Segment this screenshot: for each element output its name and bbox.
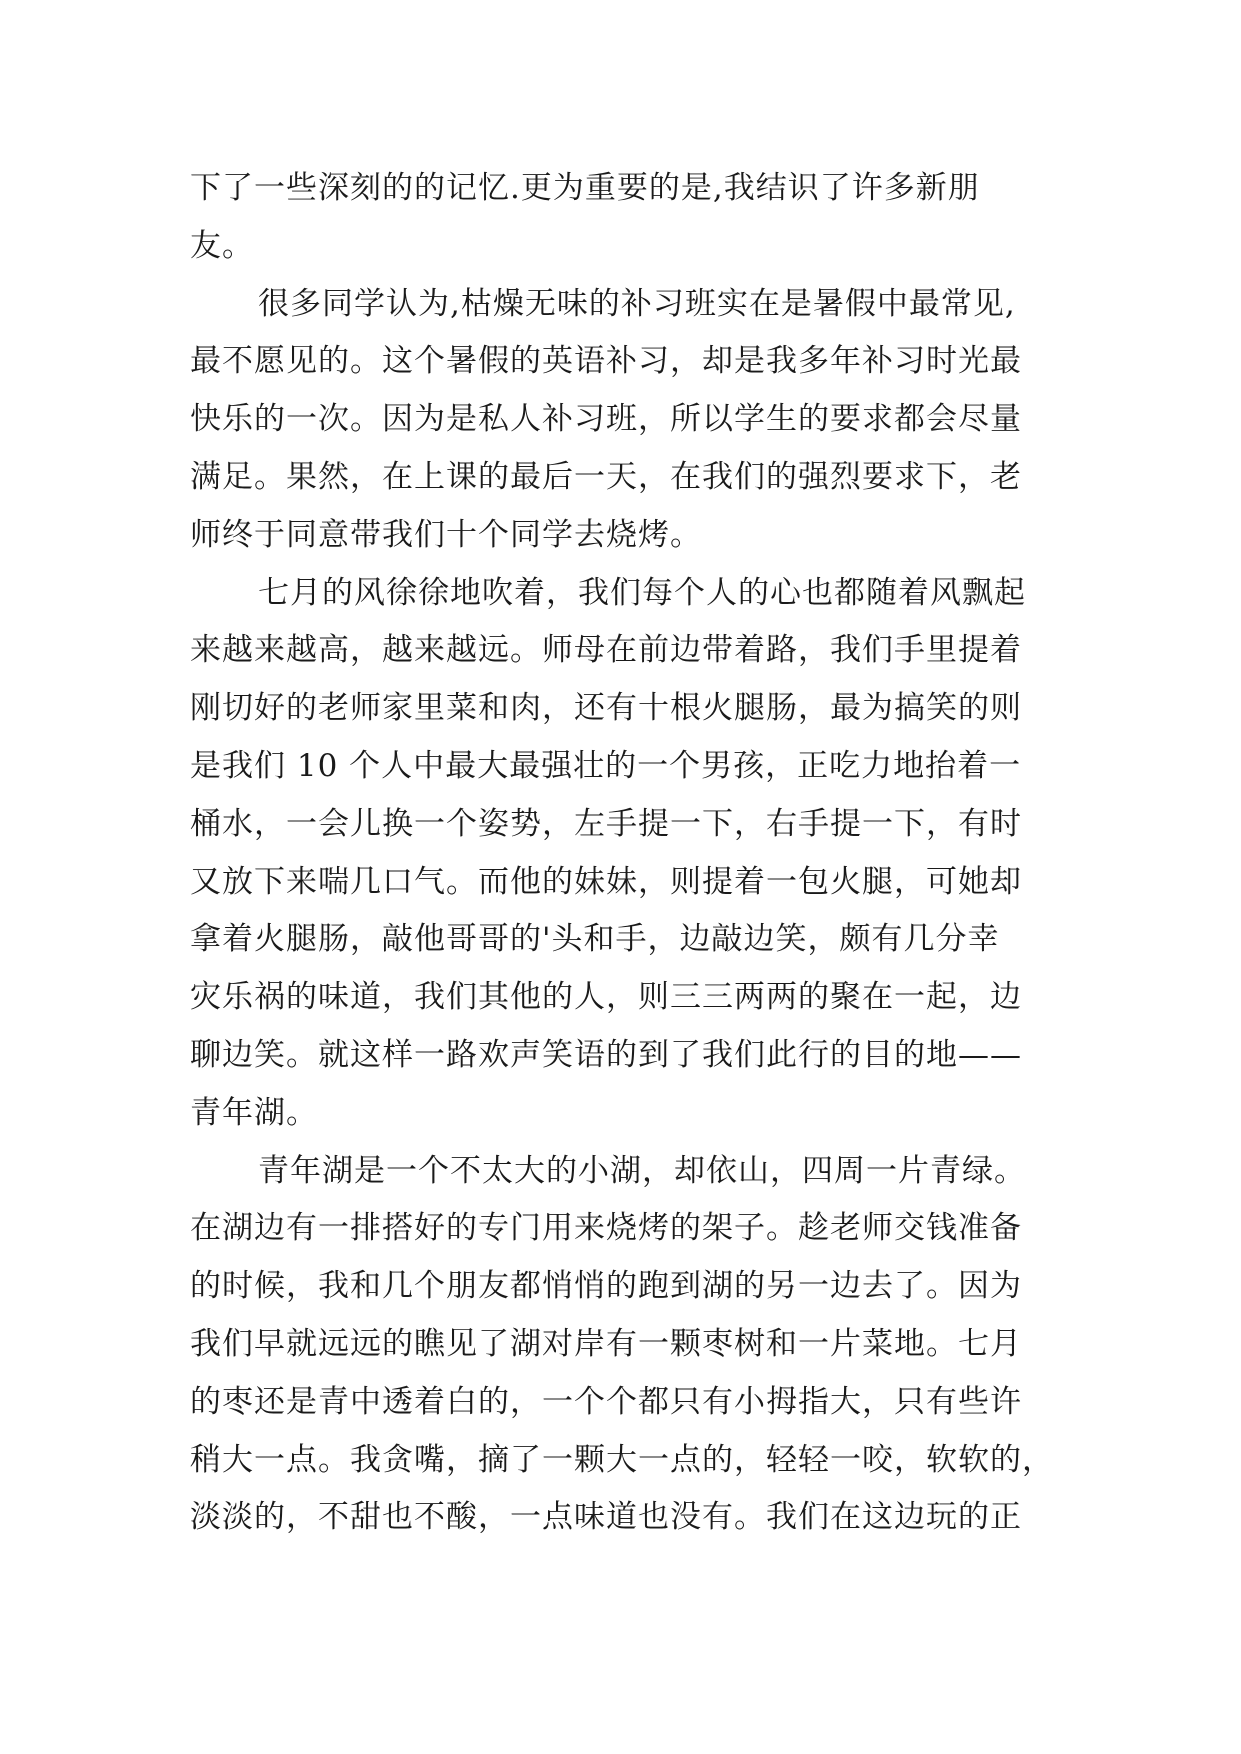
text-line: 淡淡的，不甜也不酸，一点味道也没有。我们在这边玩的正 — [190, 1499, 1022, 1536]
text-line: 桶水，一会儿换一个姿势，左手提一下，右手提一下，有时 — [190, 805, 1022, 842]
text-line: 聊边笑。就这样一路欢声笑语的到了我们此行的目的地—— — [190, 1036, 1022, 1073]
text-line: 青年湖是一个不太大的小湖，却依山，四周一片青绿。 — [258, 1152, 1026, 1189]
text-line: 满足。果然，在上课的最后一天，在我们的强烈要求下，老 — [190, 458, 1022, 495]
text-line: 的时候，我和几个朋友都悄悄的跑到湖的另一边去了。因为 — [190, 1268, 1022, 1305]
text-line: 在湖边有一排搭好的专门用来烧烤的架子。趁老师交钱准备 — [190, 1210, 1022, 1247]
text-line: 友。 — [190, 227, 254, 264]
paragraph — [190, 565, 1070, 1143]
text-line: 来越来越高，越来越远。师母在前边带着路，我们手里提着 — [190, 632, 1022, 669]
text-line: 刚切好的老师家里菜和肉，还有十根火腿肠，最为搞笑的则 — [190, 690, 1022, 727]
text-line: 稍大一点。我贪嘴，摘了一颗大一点的，轻轻一咬，软软的， — [190, 1441, 1054, 1478]
text-line: 下了一些深刻的的记忆.更为重要的是,我结识了许多新朋 — [190, 170, 980, 206]
text-line: 很多同学认为,枯燥无味的补习班实在是暑假中最常见, — [258, 285, 1016, 322]
paragraph — [190, 160, 1070, 276]
text-line: 拿着火腿肠，敲他哥哥的'头和手，边敲边笑，颇有几分幸 — [190, 921, 1000, 958]
paragraph — [190, 276, 1070, 565]
paragraph — [190, 1143, 1070, 1548]
text-line: 我们早就远远的瞧见了湖对岸有一颗枣树和一片菜地。七月 — [190, 1325, 1022, 1362]
text-line: 七月的风徐徐地吹着，我们每个人的心也都随着风飘起 — [258, 574, 1026, 611]
text-line: 最不愿见的。这个暑假的英语补习，却是我多年补习时光最 — [190, 343, 1022, 380]
text-line: 又放下来喘几口气。而他的妹妹，则提着一包火腿，可她却 — [190, 863, 1022, 900]
body-text — [190, 160, 1070, 1547]
text-line: 的枣还是青中透着白的，一个个都只有小拇指大，只有些许 — [190, 1383, 1022, 1420]
text-line: 师终于同意带我们十个同学去烧烤。 — [190, 516, 702, 553]
text-line: 快乐的一次。因为是私人补习班，所以学生的要求都会尽量 — [190, 401, 1022, 438]
text-line: 灾乐祸的味道，我们其他的人，则三三两两的聚在一起，边 — [190, 979, 1022, 1016]
text-line: 是我们 10 个人中最大最强壮的一个男孩，正吃力地抬着一 — [190, 747, 1022, 784]
text-line: 青年湖。 — [190, 1094, 318, 1131]
